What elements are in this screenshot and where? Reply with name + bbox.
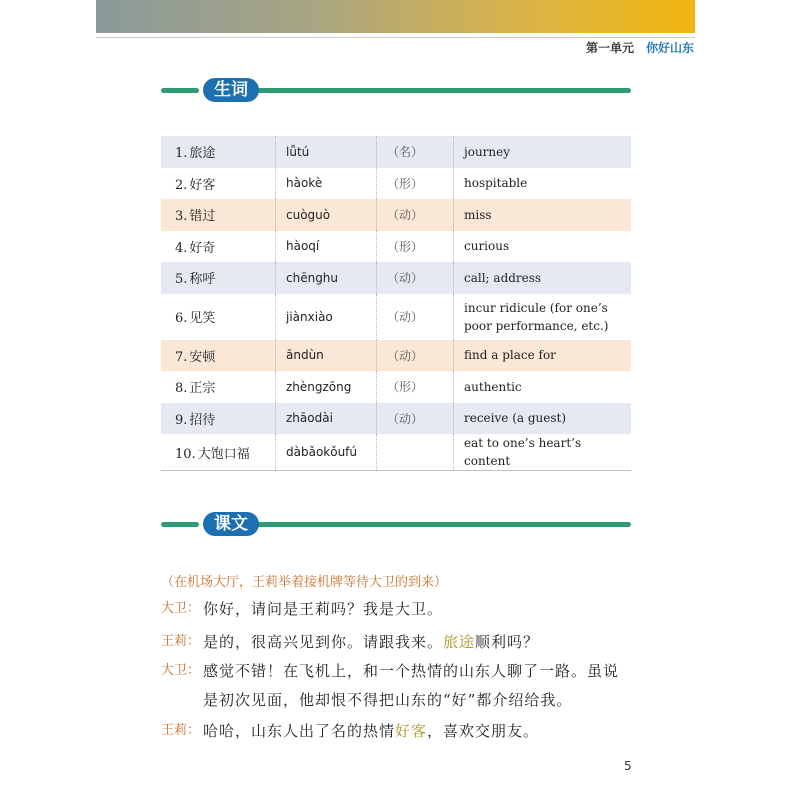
vocab-pinyin: dàbǎokǒufú: [276, 434, 377, 471]
vocab-pos: （动）: [377, 294, 454, 340]
vocab-row: [161, 434, 631, 471]
vocab-row: [161, 199, 631, 231]
vocab-word: 错过: [189, 209, 216, 225]
dialogue-text-rest: ，喜欢交朋友。: [427, 722, 540, 740]
vocab-word: 称呼: [189, 272, 216, 288]
scene-description: （在机场大厅，王莉举着接机牌等待大卫的到来）: [161, 575, 448, 590]
vocab-pinyin: lǚtú: [276, 136, 377, 168]
vocab-row: [161, 371, 631, 403]
vocab-english: miss: [454, 199, 632, 231]
vocab-section-header: [161, 78, 631, 102]
page-number: 5: [624, 759, 632, 773]
speaker-label: 王莉：: [161, 634, 201, 649]
vocab-row: [161, 262, 631, 294]
vocab-row: [161, 168, 631, 200]
vocab-number: 3.: [175, 209, 188, 225]
vocab-number: 8.: [175, 381, 188, 397]
vocab-word-cell: [161, 136, 276, 168]
vocab-word: 见笑: [189, 311, 216, 326]
vocab-english: curious: [454, 231, 632, 263]
dialogue-text: [203, 721, 633, 741]
unit-heading: [586, 39, 694, 56]
vocab-pos: （名）: [377, 136, 454, 168]
vocab-number: 9.: [175, 412, 188, 428]
text-section-header: [161, 512, 631, 536]
vocab-word: 大饱口福: [197, 446, 250, 462]
vocab-english: incur ridicule (for one’s poor performance, etc.): [454, 294, 632, 340]
dialogue-text-main: 哈哈，山东人出了名的热情: [203, 722, 396, 740]
vocab-english: authentic: [454, 371, 632, 403]
vocab-pos: （动）: [377, 199, 454, 231]
vocab-word-cell: [161, 262, 276, 294]
vocab-word-cell: [161, 403, 276, 435]
vocab-word: 正宗: [189, 381, 216, 397]
vocab-number: 2.: [175, 177, 188, 193]
header-color-bar: [96, 0, 695, 33]
vocab-english: hospitable: [454, 168, 632, 200]
vocab-word: 好奇: [189, 240, 216, 256]
dialogue-text: [203, 657, 633, 715]
vocab-table: [161, 136, 631, 471]
dialogue-text-rest: 顺利吗？: [475, 633, 540, 651]
vocab-word-cell: [161, 231, 276, 263]
section-bar-left: [161, 522, 199, 527]
vocab-highlight: 旅途: [443, 633, 476, 651]
vocab-row: [161, 340, 631, 372]
vocab-word-cell: [161, 199, 276, 231]
vocab-number: 7.: [175, 349, 188, 365]
vocab-pos: （动）: [377, 403, 454, 435]
vocab-pinyin: zhāodài: [276, 403, 377, 435]
vocab-english: call; address: [454, 262, 632, 294]
section-bar-right: [243, 88, 631, 93]
dialogue-text-main: 你好，请问是王莉吗？我是大卫。: [203, 600, 444, 618]
unit-title: 你好山东: [645, 41, 694, 55]
vocab-word: 好客: [189, 177, 216, 193]
vocab-pinyin: hàokè: [276, 168, 377, 200]
vocab-number: 5.: [175, 272, 188, 288]
vocab-pos: （动）: [377, 262, 454, 294]
vocab-word: 招待: [189, 412, 216, 428]
vocab-row: [161, 294, 631, 340]
vocab-number: 10.: [175, 446, 196, 462]
vocab-word-cell: [161, 371, 276, 403]
dialogue-text-main: 感觉不错！在飞机上，和一个热情的山东人聊了一路。虽说是初次见面，他却恨不得把山东的“好”都介绍给我。: [203, 662, 620, 709]
vocab-word-cell: [161, 168, 276, 200]
section-bar-right: [243, 522, 631, 527]
vocab-number: 1.: [175, 146, 188, 162]
vocab-word: 旅途: [189, 146, 216, 162]
vocab-word-cell: [161, 434, 276, 471]
vocab-row: [161, 403, 631, 435]
unit-label: 第一单元: [585, 41, 634, 55]
vocab-pinyin: jiànxiào: [276, 294, 377, 340]
vocab-highlight: 好客: [395, 722, 428, 740]
vocab-pos: （形）: [377, 231, 454, 263]
speaker-label: 大卫：: [161, 663, 201, 678]
vocab-english: eat to one’s heart’s content: [454, 434, 632, 471]
vocab-row: [161, 136, 631, 168]
vocab-word-cell: [161, 340, 276, 372]
vocab-english: journey: [454, 136, 632, 168]
text-section-title: 课文: [203, 512, 259, 536]
vocab-row: [161, 231, 631, 263]
vocab-number: 6.: [175, 311, 188, 326]
vocab-english: find a place for: [454, 340, 632, 372]
vocab-word: 安顿: [189, 349, 216, 365]
vocab-section-title: 生词: [203, 78, 259, 102]
vocab-pinyin: hàoqí: [276, 231, 377, 263]
dialogue-text: [203, 632, 633, 652]
speaker-label: 王莉：: [161, 723, 201, 738]
vocab-pinyin: zhèngzōng: [276, 371, 377, 403]
vocab-pinyin: āndùn: [276, 340, 377, 372]
header-rule: [96, 37, 695, 38]
vocab-english: receive (a guest): [454, 403, 632, 435]
vocab-pos: [377, 434, 454, 471]
dialogue-text: [203, 599, 633, 619]
vocab-pos: （动）: [377, 340, 454, 372]
speaker-label: 大卫：: [161, 601, 201, 616]
vocab-pos: （形）: [377, 371, 454, 403]
vocab-pos: （形）: [377, 168, 454, 200]
section-bar-left: [161, 88, 199, 93]
vocab-number: 4.: [175, 240, 188, 256]
vocab-pinyin: chēnghu: [276, 262, 377, 294]
vocab-pinyin: cuòguò: [276, 199, 377, 231]
vocab-word-cell: [161, 294, 276, 340]
dialogue-text-main: 是的，很高兴见到你。请跟我来。: [203, 633, 444, 651]
